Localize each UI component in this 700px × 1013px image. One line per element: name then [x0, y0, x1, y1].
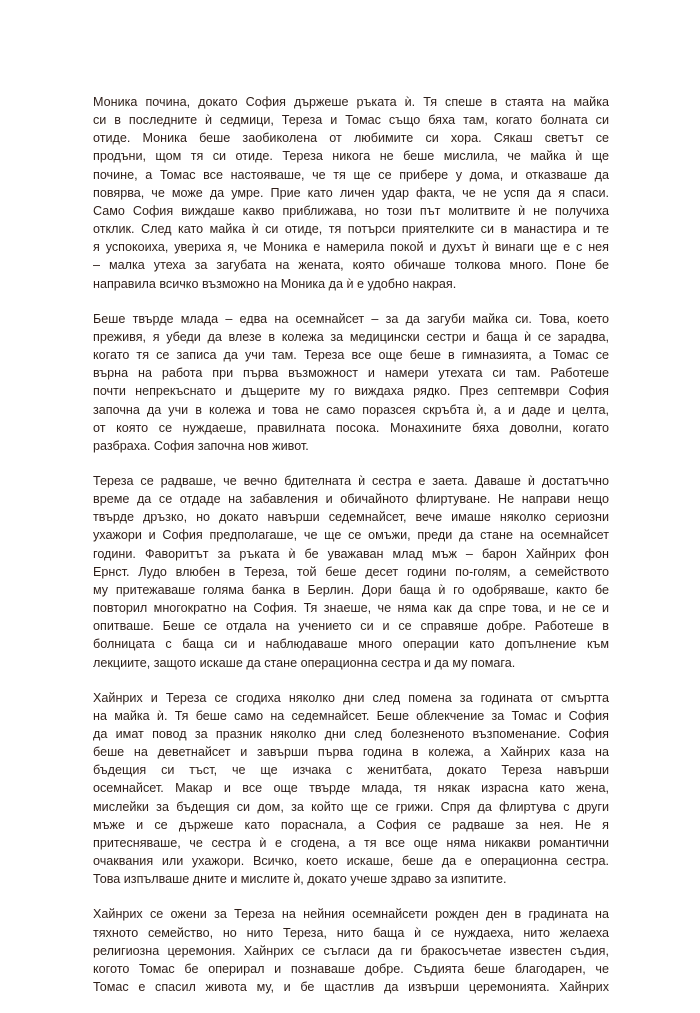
text-line: ухажори и София предполагаше, че ще се омъжи, преди да стане на осемнайсет [93, 528, 609, 543]
text-line: тяхното семейство, но нито Тереза, нито баща ѝ се нуждаеха, нито желаеха [93, 925, 609, 940]
text-line: направила всичко възможно на Моника да ѝ е удобно накрая. [93, 276, 457, 291]
text-line: я успокоиха, увериха я, че Моника е намерила покой и духът ѝ винаги ще е с нея [93, 240, 609, 255]
text-line: започна да учи в колежа и това не само поразсея скръбта ѝ, а и даде и целта, [93, 402, 609, 417]
text-line: почине, а Томас все настояваше, че тя ще се прибере у дома, и отказваше да [93, 167, 609, 182]
text-line: Хайнрих се ожени за Тереза на нейния осемнайсети рожден ден в градината на [93, 907, 609, 922]
text-line: религиозна церемония. Хайнрих се съгласи да ги бракосъчетае известен съдия, [93, 943, 609, 958]
text-line: очаквания или ухажори. Всичко, което искаше, беше да е операционна сестра. [93, 854, 609, 869]
paragraph-1 [93, 93, 609, 293]
paragraph-2 [93, 310, 609, 455]
text-line: преживя, я убеди да влезе в колежа за медицински сестри и баща ѝ се зарадва, [93, 329, 609, 344]
text-line: му притежаваше голяма банка в Берлин. Дори баща ѝ го одобряваше, както бе [93, 582, 609, 597]
text-line: мъже и се държеше като порасналa, а София се радваше за нея. Не я [93, 817, 609, 832]
text-line: си в последните ѝ седмици, Тереза и Томас също бяха там, когато болната си [93, 113, 609, 128]
paragraph-3 [93, 472, 609, 672]
text-line: твърде дръзко, но докато навърши седемнайсет, вече имаше няколко сериозни [93, 510, 609, 525]
text-line: да имат повод за празник няколко дни след болезненото възпоменание. София [93, 727, 609, 741]
text-line: на майка ѝ. Тя беше само на седемнайсет. Беше облекчение за Томас и София [93, 708, 609, 723]
text-line: – малка утеха за загубата на жената, която обичаше толкова много. Поне бе [93, 258, 609, 273]
text-line: притесняваше, че сестра ѝ е сгодена, а тя все още няма никакви романтични [93, 835, 609, 850]
text-line: бъдещия си тъст, че ще изчака с женитбата, докато Тереза навърши [93, 763, 609, 778]
text-line: време да се отдаде на забавления и обичайното флиртуване. Не направи нещо [93, 492, 609, 507]
text-line: когото Томас бе оперирал и познаваше добре. Съдията беше благодарен, че [93, 961, 609, 976]
text-line: Хайнрих и Тереза се сгодиха няколко дни след помена за годината от смъртта [93, 690, 609, 705]
paragraph-5 [93, 905, 609, 996]
text-line: повярва, че може да умре. Прие като личен удар факта, че не успя да я спаси. [93, 185, 609, 200]
text-line: Ернст. Лудо влюбен в Тереза, той беше десет години по-голям, а семейството [93, 564, 609, 579]
text-line: осемнайсет. Макар и все още твърде млада, тя някак израсна като жена, [93, 781, 609, 796]
text-line: когато тя се записа да учи там. Тереза все още беше в гимназията, а Томас се [93, 348, 609, 363]
text-line: болницата с баща си и наблюдаваше много операции като допълнение към [93, 637, 609, 652]
text-line: върна на работа при първа възможност и намери утехата си там. Работеше [93, 366, 609, 381]
text-line: Томас е спасил живота му, и бе щастлив да извърши церемонията. Хайнрих [93, 980, 609, 995]
text-line: продъни, щом тя си отиде. Тереза никога не беше мислила, че майка ѝ ще [93, 149, 609, 164]
text-line: повторил многократно на София. Тя знаеше, че няма как да спре това, и не се и [93, 601, 609, 616]
text-line: опитваше. Беше се отдала на учението си и се справяше добре. Работеше в [93, 619, 609, 634]
text-line: Моника почина, докато София държеше ръката ѝ. Тя спеше в стаята на майка [93, 95, 609, 109]
text-line: мислейки за бъдещия си дом, за който ще се грижи. Спря да флиртува с други [93, 799, 609, 814]
text-line: години. Фаворитът за ръката ѝ бе уважаван млад мъж – барон Хайнрих фон [93, 546, 609, 561]
paragraph-4 [93, 689, 609, 889]
text-line: лекциите, защото искаше да стане операционна сестра и да му помага. [93, 655, 516, 670]
text-line: отиде. Моника беше заобиколена от любимите си хора. Сякаш светът се [93, 131, 609, 146]
text-line: беше на деветнайсет и завърши първа година в колежа, а Хайнрих каза на [93, 745, 609, 760]
text-line: Само София виждаше какво приближава, но този път молитвите ѝ не получиха [93, 203, 609, 218]
text-line: разбраха. София започна нов живот. [93, 438, 309, 453]
document-body [93, 93, 609, 1013]
text-line: Беше твърде млада – едва на осемнайсет – за да загуби майка си. Това, което [93, 311, 609, 326]
text-line: почти непрекъснато и дъщерите му го виждаха рядко. През септември София [93, 384, 609, 399]
text-line: отклик. След като майка ѝ си отиде, тя потърси приятелките си в манастира и те [93, 222, 609, 237]
text-line: от която се нуждаеше, правилната посока. Монахините бяха доволни, когато [93, 420, 609, 435]
text-line: Тереза се радваше, че вечно бдителната ѝ сестра е заета. Даваше ѝ достатъчно [93, 473, 609, 488]
text-line: Това изпълваше дните и мислите ѝ, докато учеше здраво за изпитите. [93, 872, 507, 887]
